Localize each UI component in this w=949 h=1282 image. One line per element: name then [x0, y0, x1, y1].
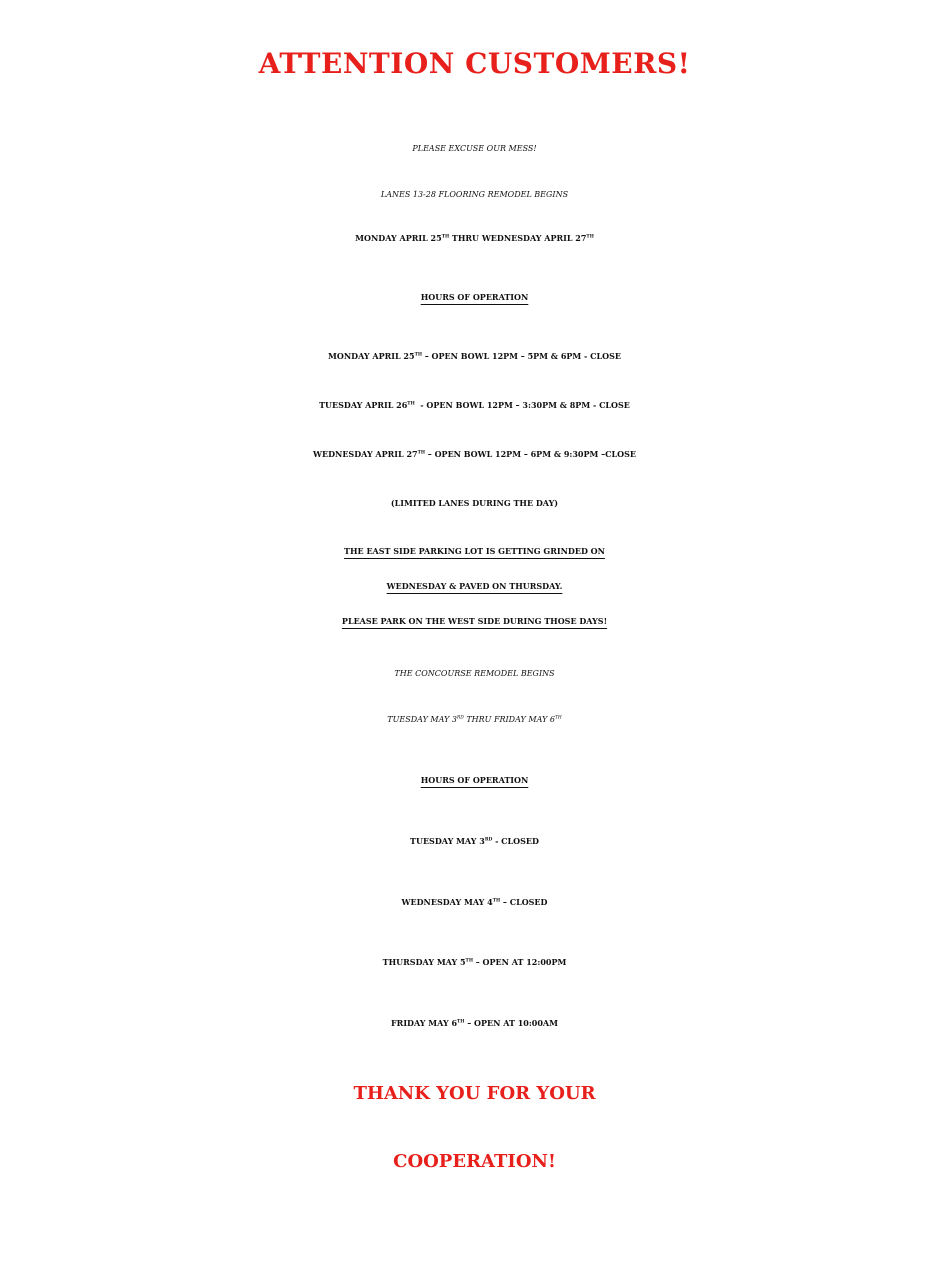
hours-text: - CLOSED [492, 836, 539, 846]
hours-heading: HOURS OF OPERATION [420, 775, 529, 785]
hours-text: – OPEN AT 10:00AM [464, 1018, 558, 1028]
page-title: ATTENTION CUSTOMERS! [258, 47, 691, 80]
lanes-hours-row [0, 352, 949, 360]
concourse-remodel-dates [0, 716, 949, 724]
parking-notice-line: PLEASE PARK ON THE WEST SIDE DURING THOSE DAYS! [341, 616, 608, 626]
date-text: TUESDAY MAY 3 [387, 715, 457, 724]
date-text: THRU WEDNESDAY APRIL 27 [449, 233, 587, 243]
hours-text: – OPEN BOWL 12PM – 6PM & 9:30PM –CLOSE [425, 449, 636, 459]
date-text: THRU FRIDAY MAY 6 [463, 715, 555, 724]
lanes-remodel-text: LANES 13-28 FLOORING REMODEL BEGINS [380, 190, 569, 199]
day-label: TUESDAY APRIL 26 [319, 400, 408, 410]
concourse-hours-row [0, 898, 949, 906]
date-text: MONDAY APRIL 25 [355, 233, 442, 243]
concourse-hours-row [0, 958, 949, 966]
lanes-remodel-dates [0, 234, 949, 242]
lanes-hours-row [0, 450, 949, 458]
date-suffix: TH [414, 352, 422, 358]
date-suffix: TH [554, 715, 562, 721]
thank-you-text: THANK YOU FOR YOUR [353, 1083, 596, 1104]
day-label: THURSDAY MAY 5 [382, 957, 466, 967]
hours-text: – OPEN AT 12:00PM [472, 957, 567, 967]
lanes-hours-row [0, 401, 949, 409]
day-label: FRIDAY MAY 6 [390, 1018, 458, 1028]
parking-notice-line: THE EAST SIDE PARKING LOT IS GETTING GRINDED ON [344, 546, 605, 556]
excuse-mess-text: PLEASE EXCUSE OUR MESS! [412, 144, 537, 153]
date-suffix: TH [586, 234, 594, 240]
concourse-remodel-text: THE CONCOURSE REMODEL BEGINS [394, 669, 555, 678]
day-label: WEDNESDAY APRIL 27 [312, 449, 418, 459]
day-label: TUESDAY MAY 3 [410, 836, 485, 846]
limited-lanes-note: (LIMITED LANES DURING THE DAY) [390, 498, 559, 508]
thank-you-text: COOPERATION! [393, 1151, 556, 1172]
day-label: WEDNESDAY MAY 4 [401, 897, 493, 907]
day-label: MONDAY APRIL 25 [328, 351, 415, 361]
hours-heading: HOURS OF OPERATION [420, 292, 529, 302]
concourse-hours-row [0, 1019, 949, 1027]
date-suffix: TH [465, 958, 473, 964]
date-suffix: TH [457, 1019, 465, 1025]
date-suffix: TH [441, 234, 450, 240]
hours-text: - OPEN BOWL 12PM – 3:30PM & 8PM - CLOSE [414, 400, 630, 410]
date-suffix: RD [456, 715, 464, 721]
concourse-hours-row [0, 837, 949, 845]
date-suffix: TH [417, 450, 426, 456]
date-suffix: TH [492, 898, 501, 904]
parking-notice-line: WEDNESDAY & PAVED ON THURSDAY. [386, 581, 563, 591]
date-suffix: TH [407, 401, 415, 407]
hours-text: – CLOSED [500, 897, 548, 907]
hours-text: – OPEN BOWL 12PM – 5PM & 6PM - CLOSE [421, 351, 621, 361]
date-suffix: RD [484, 837, 493, 843]
